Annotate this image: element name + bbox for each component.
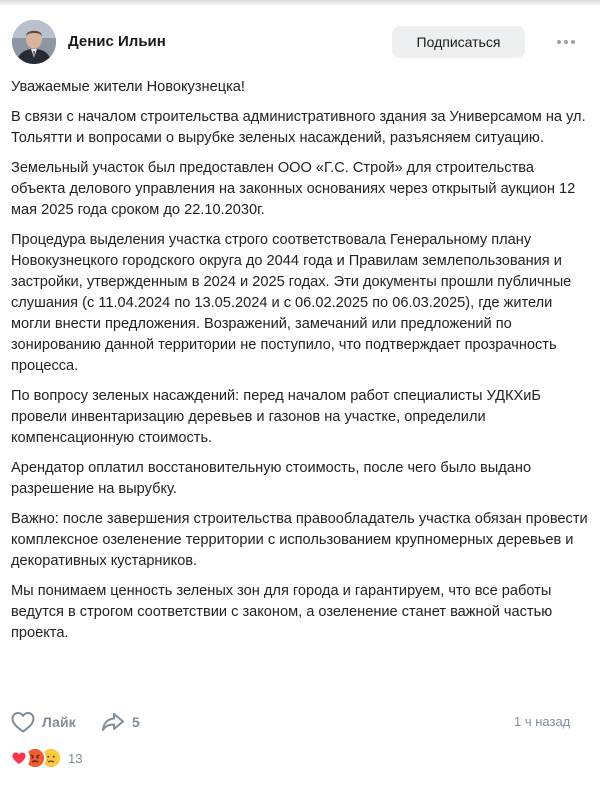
more-options-icon[interactable]: [552, 28, 580, 56]
post-actions: [0, 704, 600, 740]
post-time[interactable]: 1 ч назад: [514, 714, 571, 729]
avatar-photo-icon: [12, 20, 56, 64]
reactions-count: 13: [68, 750, 83, 766]
heart-emoji-icon: [8, 747, 30, 769]
share-arrow-icon: [100, 710, 126, 734]
post-paragraph: Уважаемые жители Новокузнецка!: [11, 79, 245, 95]
post-text: [11, 77, 591, 653]
top-edge-strip: [0, 0, 600, 6]
heart-outline-icon: [10, 710, 36, 734]
post-paragraph: По вопросу зеленых насаждений: перед началом работ специалисты УДКХиБ провели инвентаризацию деревьев и газонов на участке, определили компенсационную стоимость.: [11, 388, 541, 446]
share-button[interactable]: [100, 708, 140, 736]
like-button[interactable]: [10, 708, 76, 736]
author-name[interactable]: Денис Ильин: [68, 33, 166, 50]
post-paragraph: В связи с началом строительства административного здания за Универсамом на ул. Тольятти и вопросами о вырубке зеленых насаждений, разъясняем ситуацию.: [11, 109, 586, 146]
reactions-summary[interactable]: [8, 746, 82, 770]
dot: [571, 40, 575, 44]
dot: [564, 40, 568, 44]
share-count: 5: [132, 714, 140, 730]
subscribe-button[interactable]: Подписаться: [392, 26, 525, 58]
post-header: [0, 14, 600, 70]
post-paragraph: Мы понимаем ценность зеленых зон для города и гарантируем, что все работы ведутся в строгом соответствии с законом, а озеленение станет важной частью проекта.: [11, 583, 553, 641]
like-label: Лайк: [42, 714, 76, 730]
dot: [557, 40, 561, 44]
avatar[interactable]: [12, 20, 56, 64]
post-paragraph: Важно: после завершения строительства правообладатель участка обязан провести комплексное озеленение территории с использованием крупномерных деревьев и декоративных кустарников.: [11, 511, 588, 569]
post-paragraph: Арендатор оплатил восстановительную стоимость, после чего было выдано разрешение на вырубку.: [11, 460, 532, 497]
post-paragraph: Процедура выделения участка строго соответствовала Генеральному плану Новокузнецкого городского округа до 2044 года и Правилам землепользования и застройки, утвержденным в 2024 и 2025 годах. Эти документы прошли публичные слушания (с 11.04.2024 по 13.05.2024 и с 06.02.2025 по 06.03.2025), где жители могли внести предложения. Возражений, замечаний или предложений по зонированию данной территории не поступило, что подтверждает прозрачность процесса.: [11, 232, 572, 374]
post-paragraph: Земельный участок был предоставлен ООО «Г.С. Строй» для строительства объекта делового управления на законных основаниях через открытый аукцион 12 мая 2025 года сроком до 22.10.2030г.: [11, 160, 576, 218]
